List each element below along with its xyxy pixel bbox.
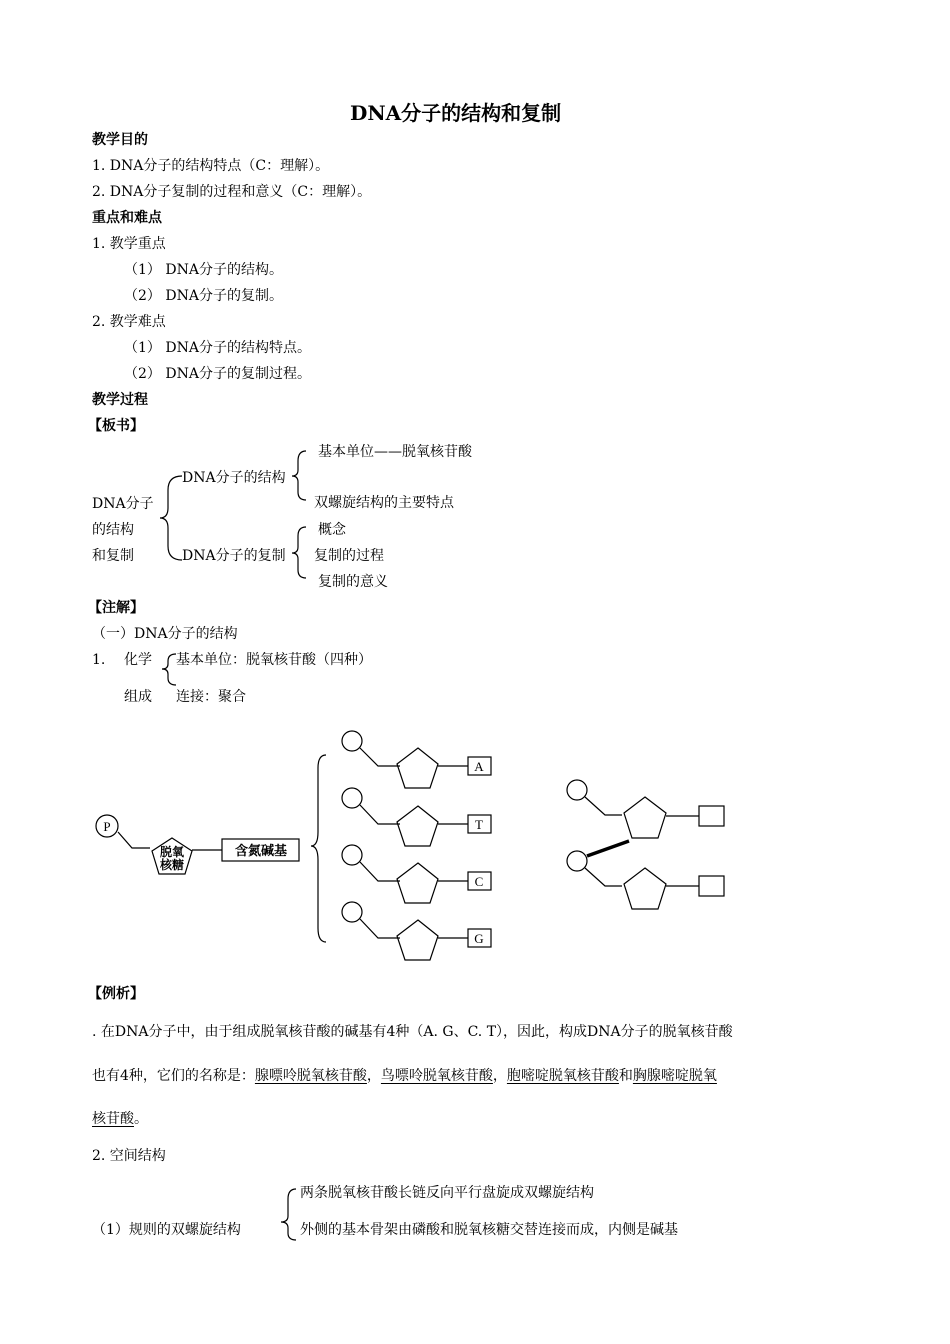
helix-point: 两条脱氧核苷酸长链反向平行盘旋成双螺旋结构 [300, 1185, 594, 1201]
base-letter: T [475, 817, 483, 832]
space-title: 2. 空间结构 [92, 1148, 166, 1164]
difficulty-title: 2. 教学难点 [92, 314, 166, 330]
answer-4-cont: 核苷酸 [92, 1111, 134, 1127]
helix-point: 外侧的基本骨架由磷酸和脱氧核糖交替连接而成，内侧是碱基 [300, 1222, 678, 1238]
separator: ， [366, 1068, 381, 1084]
period: 。 [134, 1111, 148, 1127]
answer-4: 胸腺嘧啶脱氧 [632, 1068, 717, 1084]
notes-label: 【注解】 [88, 600, 144, 616]
answer-3: 胞嘧啶脱氧核苷酸 [506, 1068, 619, 1084]
objective-item: 1. DNA分子的结构特点（C：理解）。 [92, 158, 330, 174]
outline-branch-replication: DNA分子的复制 [182, 548, 286, 564]
difficulty-item: （1） DNA分子的结构特点。 [124, 340, 311, 356]
outline-leaf: 概念 [318, 522, 346, 538]
base-letter: G [474, 931, 484, 946]
chem-label: 化学 [124, 652, 152, 668]
board-label: 【板书】 [88, 418, 144, 434]
answer-2: 鸟嘌呤脱氧核苷酸 [380, 1068, 493, 1084]
focus-item: （2） DNA分子的复制。 [124, 288, 283, 304]
outline-leaf: 双螺旋结构的主要特点 [314, 495, 454, 511]
focus-item: （1） DNA分子的结构。 [124, 262, 283, 278]
outline-root: DNA分子 [92, 496, 154, 512]
outline-branch-structure: DNA分子的结构 [182, 470, 286, 486]
chem-label: 组成 [124, 689, 152, 705]
example-prefix: 也有4种，它们的名称是： [92, 1068, 255, 1084]
outline-root: 和复制 [92, 548, 134, 564]
outline-leaf: 复制的过程 [314, 548, 384, 564]
separator: ， [492, 1068, 507, 1084]
outline-root: 的结构 [92, 522, 134, 538]
example-label: 【例析】 [88, 986, 144, 1002]
example-line: . 在DNA分子中，由于组成脱氧核苷酸的碱基有4种（A. G、C. T），因此，构成DNA分子的脱氧核苷酸 [92, 1024, 733, 1040]
phosphate-label: P [103, 819, 111, 834]
chem-item: 基本单位：脱氧核苷酸（四种） [176, 652, 372, 668]
page-title: DNA分子的结构和复制 [350, 101, 562, 125]
notes-section-title: （一）DNA分子的结构 [92, 626, 238, 642]
difficulty-item: （2） DNA分子的复制过程。 [124, 366, 311, 382]
base-label: 含氮碱基 [234, 844, 288, 859]
outline-leaf: 基本单位——脱氧核苷酸 [318, 444, 472, 460]
outline-leaf: 复制的意义 [318, 574, 388, 590]
chem-number: 1. [92, 652, 106, 668]
answer-1: 腺嘌呤脱氧核苷酸 [254, 1068, 367, 1084]
sugar-label: 脱氧 [159, 845, 185, 859]
sugar-label: 核糖 [159, 858, 185, 872]
base-letter: C [474, 874, 484, 889]
helix-subtitle: （1）规则的双螺旋结构 [92, 1222, 241, 1238]
focus-title: 1. 教学重点 [92, 236, 166, 252]
chem-item: 连接：聚合 [176, 689, 246, 705]
objectives-heading: 教学目的 [92, 132, 148, 148]
objective-item: 2. DNA分子复制的过程和意义（C：理解）。 [92, 184, 372, 200]
helix-brace [281, 1189, 296, 1240]
base-letter: A [474, 759, 484, 774]
process-heading: 教学过程 [92, 392, 148, 408]
conjunction: 和 [618, 1068, 633, 1084]
keypoints-heading: 重点和难点 [92, 210, 162, 226]
